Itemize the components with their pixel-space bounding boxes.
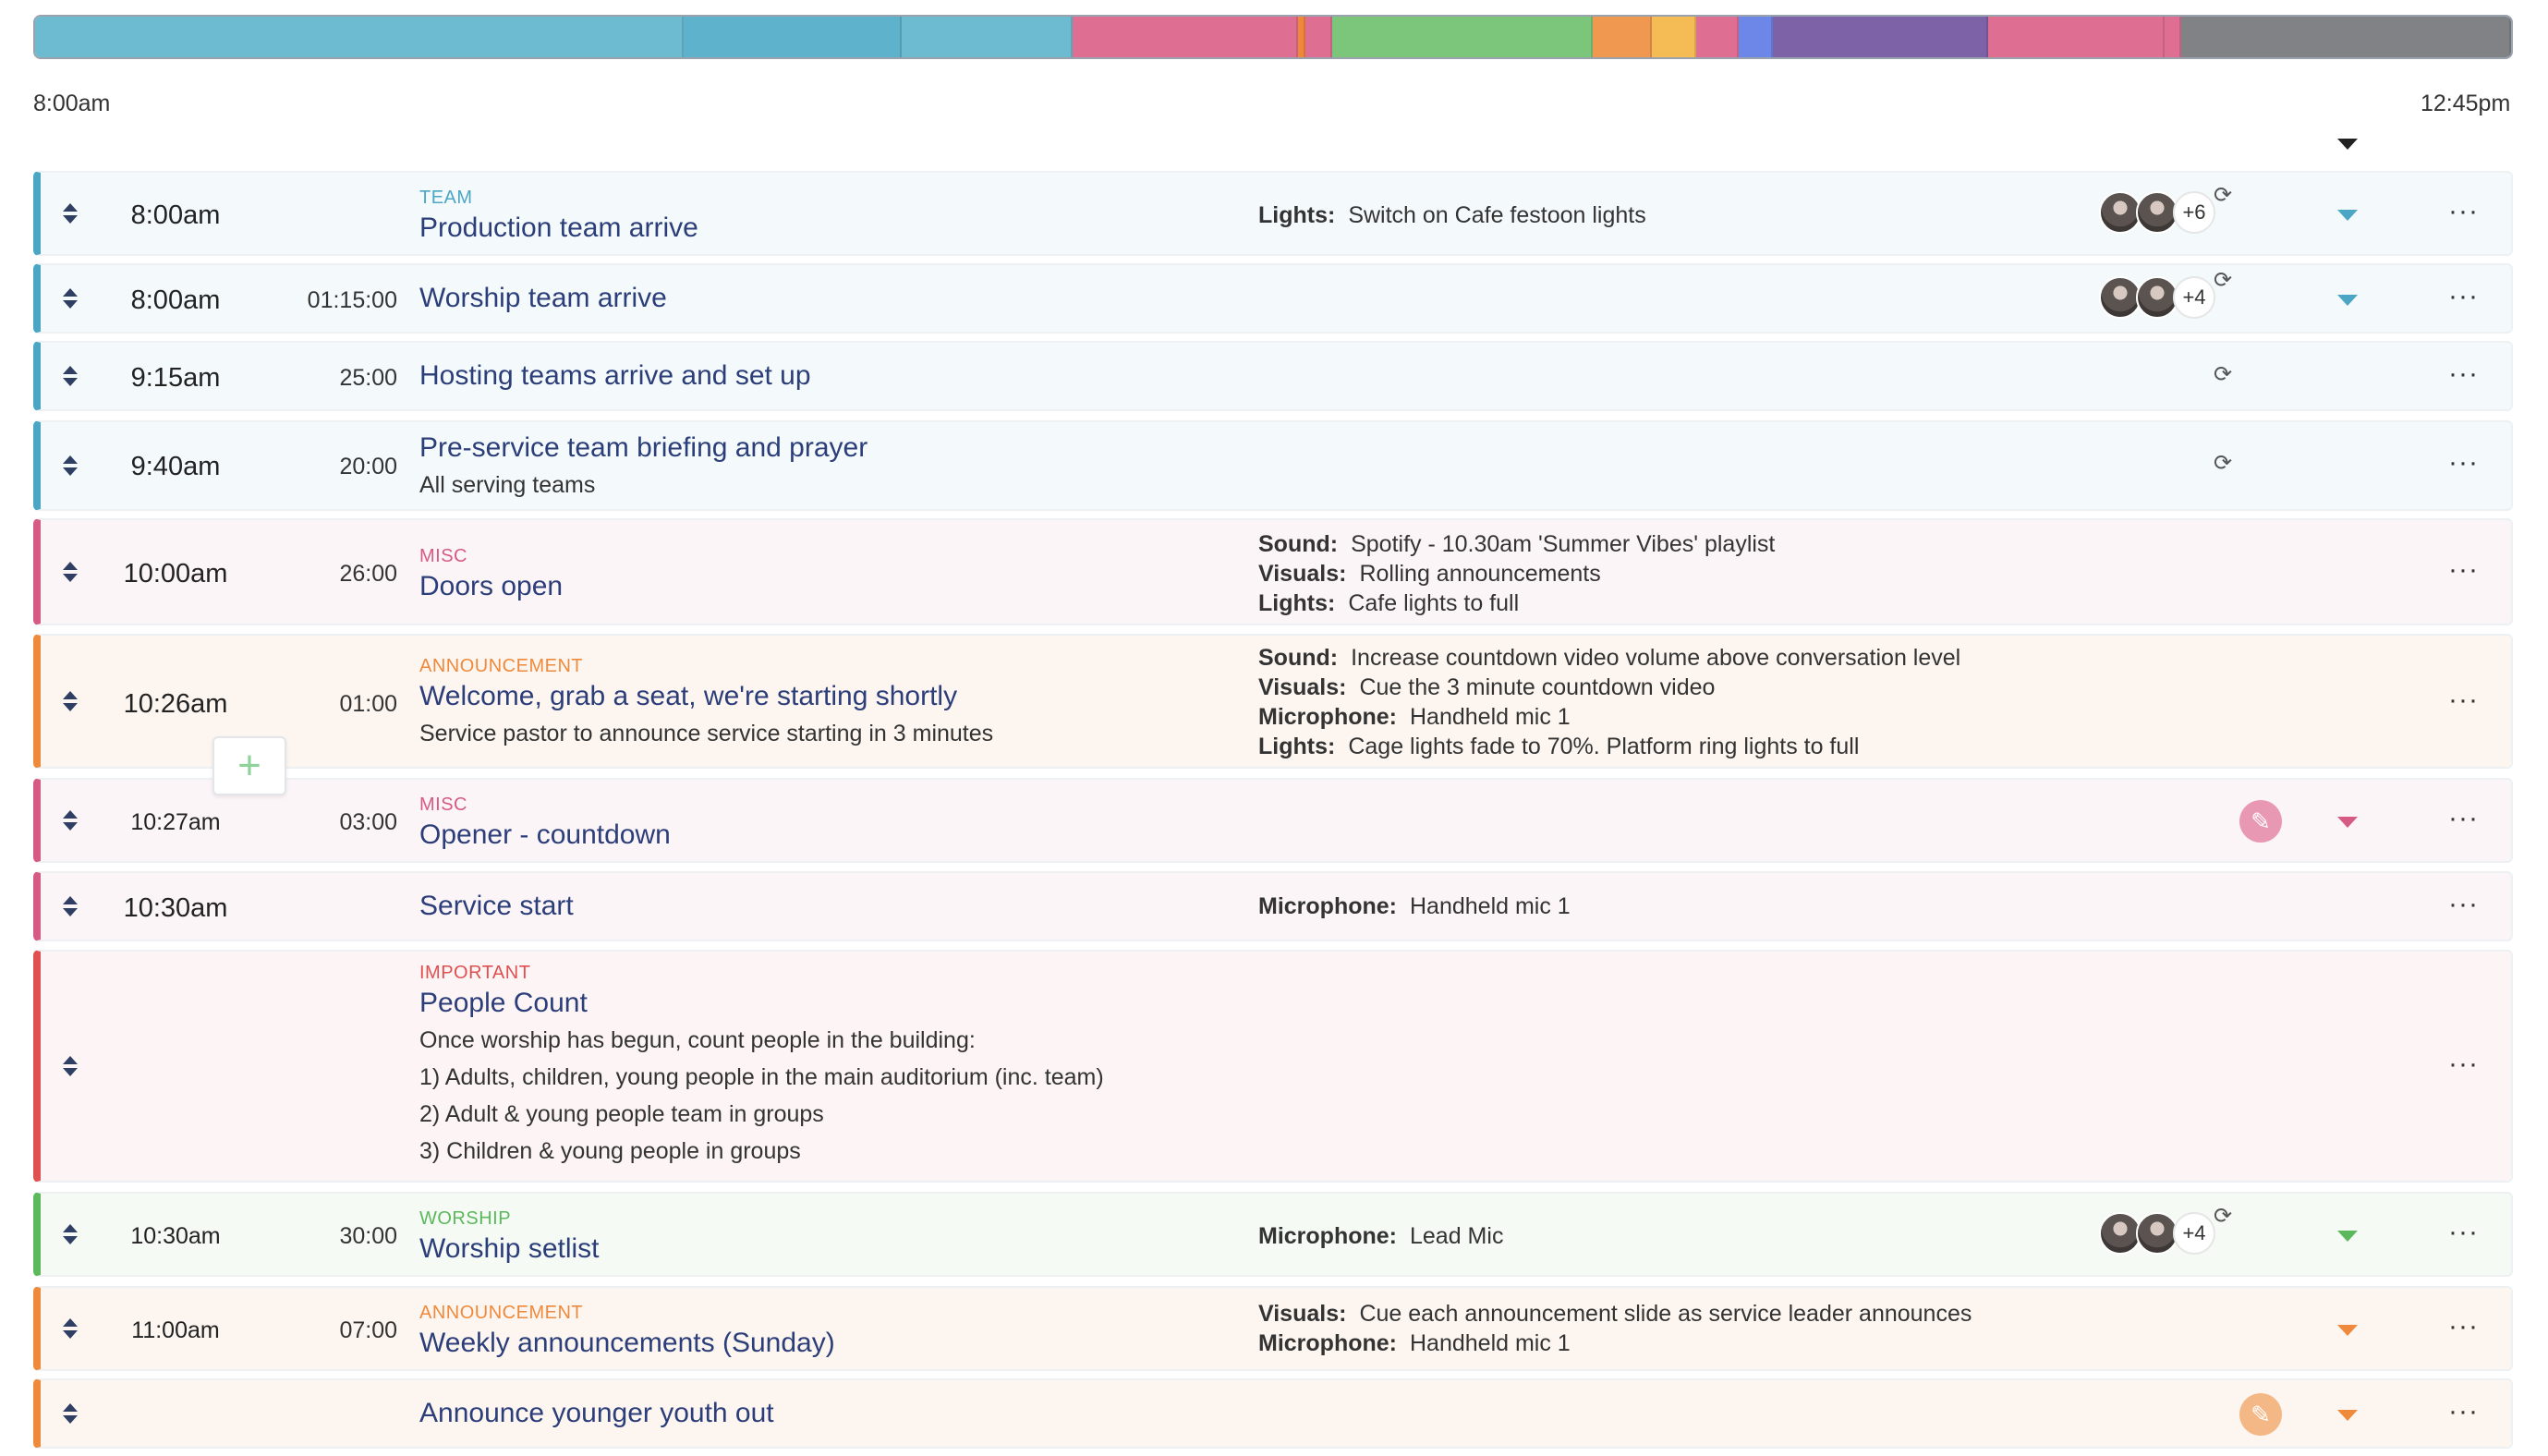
start-time: 10:30am (123, 893, 228, 923)
start-time: 10:30am (130, 1223, 221, 1249)
more-icon[interactable]: ··· (2448, 281, 2479, 311)
item-description: 3) Children & young people in groups (419, 1138, 801, 1164)
timeline-segment[interactable] (1988, 17, 2164, 57)
chevron-down-icon[interactable] (2337, 295, 2358, 306)
timeline-segment[interactable] (1739, 17, 1774, 57)
more-icon[interactable]: ··· (2448, 889, 2479, 919)
list-item[interactable] (33, 341, 2513, 411)
list-item[interactable] (33, 1192, 2513, 1277)
more-icon[interactable]: ··· (2448, 358, 2479, 389)
more-icon[interactable]: ··· (2448, 1217, 2479, 1247)
more-icon[interactable]: ··· (2448, 196, 2479, 226)
item-notes (1258, 529, 1775, 618)
duration: 07:00 (339, 1317, 397, 1343)
sync-icon[interactable]: ⟳ (2214, 183, 2233, 208)
more-icon[interactable]: ··· (2448, 554, 2479, 585)
drag-handle-icon[interactable] (63, 455, 78, 476)
item-notes (1258, 892, 1571, 921)
timeline-segment[interactable] (35, 17, 684, 57)
item-title[interactable]: Pre-service team briefing and prayer (419, 432, 868, 463)
item-title[interactable]: Production team arrive (419, 212, 698, 243)
list-item[interactable] (33, 778, 2513, 863)
list-item[interactable] (33, 420, 2513, 511)
item-title[interactable]: People Count (419, 988, 588, 1018)
start-time: 8:00am (130, 200, 221, 230)
duration: 03:00 (339, 809, 397, 835)
list-item[interactable] (33, 634, 2513, 769)
list-item[interactable] (33, 871, 2513, 941)
drag-handle-icon[interactable] (63, 1403, 78, 1424)
drag-handle-icon[interactable] (63, 896, 78, 916)
category-label: MISC (419, 546, 467, 566)
plus-icon: + (237, 743, 261, 788)
timeline-start-label: 8:00am (33, 91, 111, 116)
note-line: Sound: Increase countdown video volume above conversation level (1258, 645, 1961, 671)
note-line: Lights: Cafe lights to full (1258, 590, 1520, 616)
drag-handle-icon[interactable] (63, 1224, 78, 1244)
extra-people-count: +6 (2173, 191, 2215, 234)
category-label: ANNOUNCEMENT (419, 656, 584, 676)
more-icon[interactable]: ··· (2448, 1311, 2479, 1341)
drag-handle-icon[interactable] (63, 562, 78, 582)
drag-handle-icon[interactable] (63, 691, 78, 711)
more-icon[interactable]: ··· (2448, 803, 2479, 833)
list-item[interactable] (33, 1286, 2513, 1371)
list-item[interactable] (33, 171, 2513, 256)
note-line: Lights: Cage lights fade to 70%. Platform ring lights to full (1258, 734, 1860, 759)
chevron-down-icon[interactable] (2337, 1410, 2358, 1421)
start-time: 10:00am (123, 559, 228, 588)
item-title[interactable]: Weekly announcements (Sunday) (419, 1328, 835, 1358)
timeline-segment[interactable] (1073, 17, 1298, 57)
sync-icon[interactable]: ⟳ (2214, 1204, 2233, 1229)
category-label: ANNOUNCEMENT (419, 1303, 584, 1323)
timeline-segment[interactable] (684, 17, 902, 57)
drag-handle-icon[interactable] (63, 1318, 78, 1339)
timeline-marker-icon[interactable] (2337, 139, 2358, 150)
timeline-segment[interactable] (1332, 17, 1592, 57)
list-item[interactable] (33, 263, 2513, 334)
timeline-segment[interactable] (1652, 17, 1696, 57)
timeline-segment[interactable] (2165, 17, 2182, 57)
more-icon[interactable]: ··· (2448, 685, 2479, 715)
item-notes (1258, 1299, 1972, 1358)
timeline-bar (33, 15, 2513, 59)
duration: 01:00 (339, 691, 397, 717)
category-label: MISC (419, 795, 467, 815)
timeline-segment[interactable] (1298, 17, 1305, 57)
category-label: TEAM (419, 188, 473, 208)
item-notes (1258, 200, 1646, 230)
timeline-segment[interactable] (1773, 17, 1988, 57)
item-description: Once worship has begun, count people in the building: (419, 1027, 976, 1053)
category-label: IMPORTANT (419, 963, 531, 983)
item-description: All serving teams (419, 472, 596, 498)
item-title[interactable]: Opener - countdown (419, 819, 671, 850)
paperclip-icon[interactable]: ✎ (2239, 1393, 2282, 1436)
category-label: WORSHIP (419, 1208, 512, 1229)
more-icon[interactable]: ··· (2448, 1396, 2479, 1426)
start-time: 10:27am (130, 809, 221, 835)
duration: 26:00 (339, 561, 397, 587)
drag-handle-icon[interactable] (63, 1056, 78, 1076)
sync-icon[interactable]: ⟳ (2214, 451, 2233, 476)
item-notes (1258, 643, 1960, 761)
timeline-segment[interactable] (1593, 17, 1652, 57)
note-line: Microphone: Handheld mic 1 (1258, 1330, 1571, 1356)
drag-handle-icon[interactable] (63, 810, 78, 831)
duration: 20:00 (339, 454, 397, 479)
list-item[interactable] (33, 1378, 2513, 1449)
add-item-button[interactable] (212, 736, 286, 795)
paperclip-icon[interactable]: ✎ (2239, 800, 2282, 843)
timeline-segment[interactable] (902, 17, 1073, 57)
start-time: 8:00am (130, 285, 221, 315)
sync-icon[interactable]: ⟳ (2214, 268, 2233, 293)
more-icon[interactable]: ··· (2448, 1049, 2479, 1079)
note-line: Lights: Switch on Cafe festoon lights (1258, 202, 1646, 228)
item-title[interactable]: Service start (419, 891, 574, 921)
start-time: 10:26am (123, 689, 228, 719)
chevron-down-icon[interactable] (2337, 817, 2358, 828)
timeline-end-label: 12:45pm (2421, 91, 2511, 116)
note-line: Microphone: Handheld mic 1 (1258, 893, 1571, 919)
timeline-segment[interactable] (1305, 17, 1332, 57)
chevron-down-icon[interactable] (2337, 1231, 2358, 1242)
drag-handle-icon[interactable] (63, 203, 78, 224)
item-title[interactable]: Welcome, grab a seat, we're starting shortly (419, 681, 958, 711)
item-description: 1) Adults, children, young people in the main auditorium (inc. team) (419, 1064, 1104, 1090)
item-title[interactable]: Doors open (419, 571, 564, 601)
start-time: 11:00am (131, 1317, 220, 1343)
note-line: Visuals: Cue the 3 minute countdown video (1258, 674, 1716, 700)
note-line: Visuals: Rolling announcements (1258, 561, 1601, 587)
item-notes (1258, 1221, 1503, 1251)
duration: 25:00 (339, 365, 397, 391)
note-line: Microphone: Lead Mic (1258, 1223, 1504, 1249)
start-time: 9:40am (130, 452, 221, 481)
item-description: 2) Adult & young people team in groups (419, 1101, 824, 1127)
chevron-down-icon[interactable] (2337, 210, 2358, 221)
item-title[interactable]: Worship setlist (419, 1233, 600, 1264)
sync-icon[interactable]: ⟳ (2214, 362, 2233, 387)
item-description: Service pastor to announce service starting in 3 minutes (419, 721, 994, 746)
note-line: Visuals: Cue each announcement slide as service leader announces (1258, 1301, 1972, 1327)
chevron-down-icon[interactable] (2337, 1325, 2358, 1336)
note-line: Sound: Spotify - 10.30am 'Summer Vibes' playlist (1258, 531, 1776, 557)
list-item[interactable] (33, 518, 2513, 625)
duration: 01:15:00 (307, 287, 397, 313)
item-title[interactable]: Hosting teams arrive and set up (419, 360, 811, 391)
start-time: 9:15am (130, 363, 221, 393)
item-title[interactable]: Worship team arrive (419, 283, 667, 313)
list-item[interactable] (33, 950, 2513, 1183)
drag-handle-icon[interactable] (63, 288, 78, 309)
extra-people-count: +4 (2173, 1212, 2215, 1255)
more-icon[interactable]: ··· (2448, 447, 2479, 478)
timeline-segment[interactable] (2181, 17, 2510, 57)
extra-people-count: +4 (2173, 276, 2215, 319)
item-title[interactable]: Announce younger youth out (419, 1398, 774, 1428)
duration: 30:00 (339, 1223, 397, 1249)
timeline-segment[interactable] (1696, 17, 1739, 57)
note-line: Microphone: Handheld mic 1 (1258, 704, 1571, 730)
drag-handle-icon[interactable] (63, 366, 78, 386)
